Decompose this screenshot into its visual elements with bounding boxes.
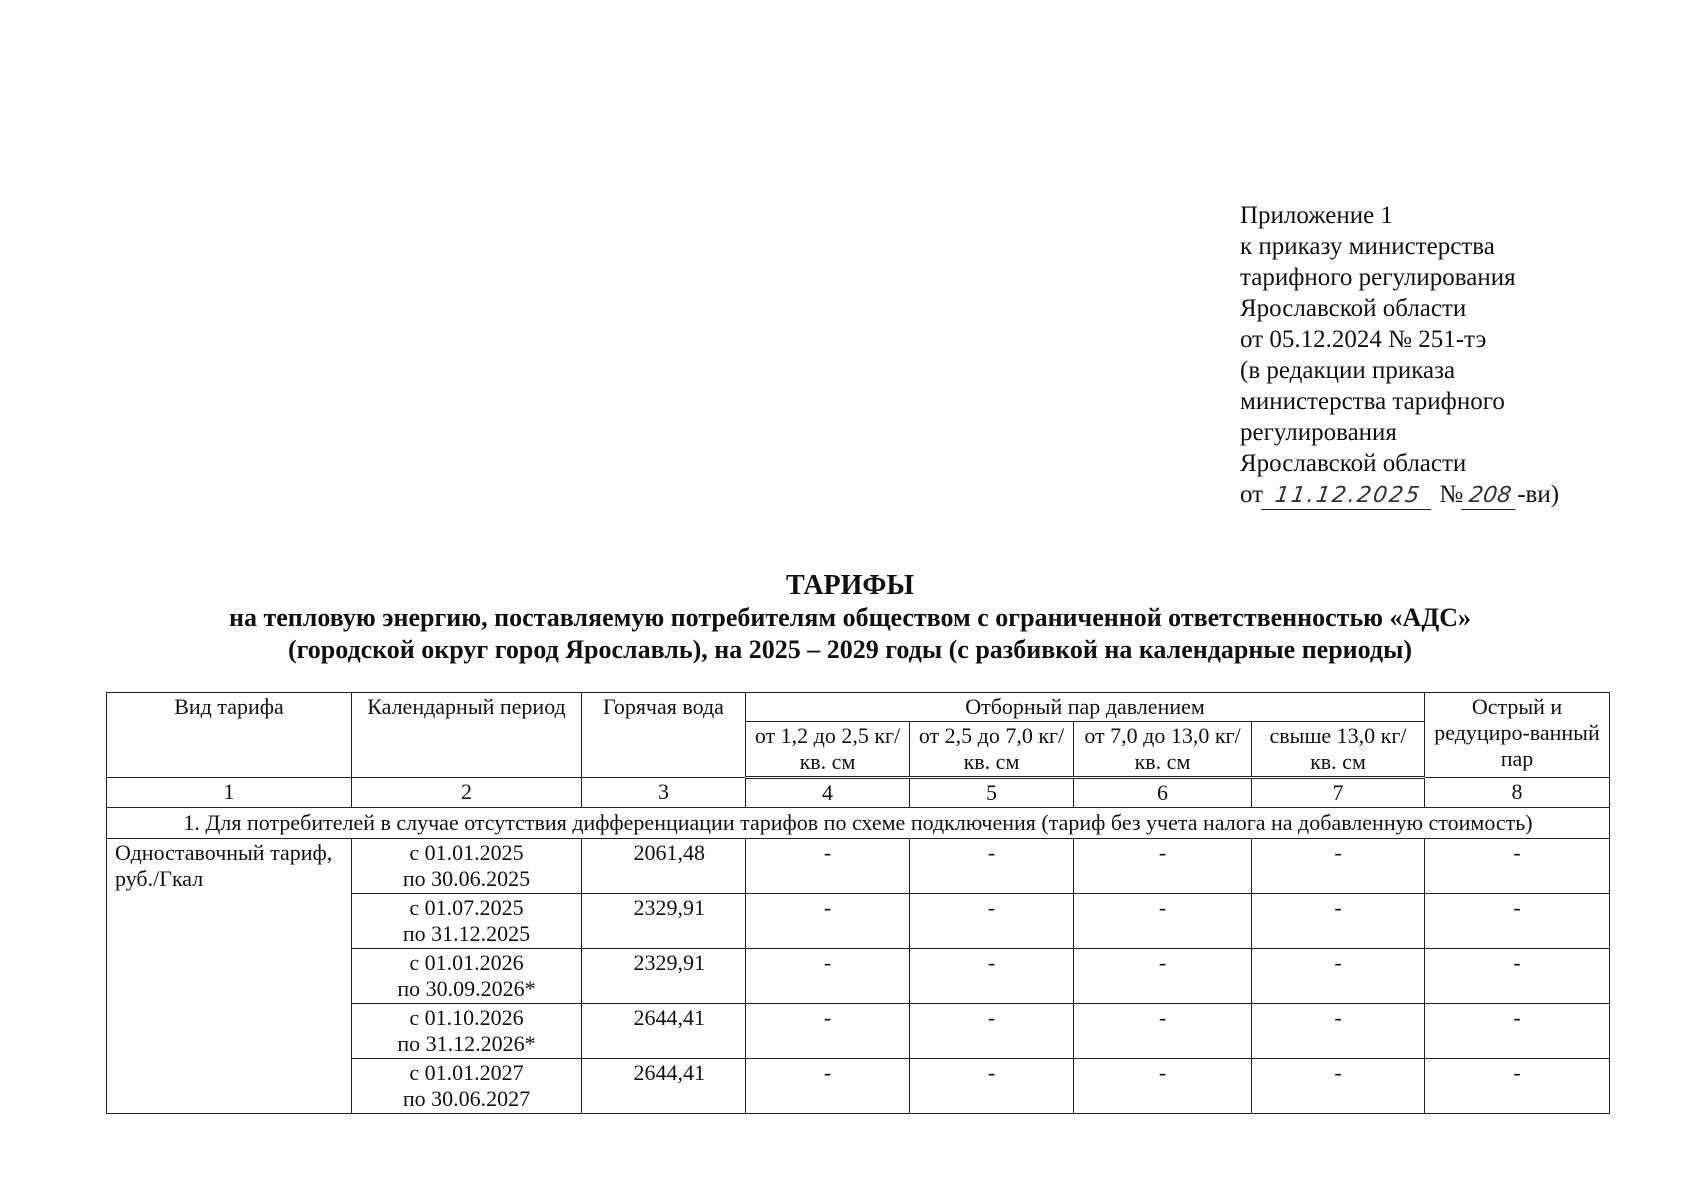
hot-water-value: 2329,91 (582, 949, 746, 1004)
steam-3-value: - (1074, 894, 1252, 949)
column-number-row (107, 778, 1610, 808)
steam-4-value: - (1252, 1004, 1425, 1059)
period-cell (352, 1004, 582, 1059)
approval-line: Ярославской области (1240, 295, 1467, 322)
steam-3-value: - (1074, 1059, 1252, 1114)
tariff-table (106, 692, 1610, 1114)
column-number: 5 (910, 778, 1074, 808)
handwritten-date: 11.12.2025 (1261, 483, 1435, 510)
approval-line: министерства тарифного (1240, 388, 1505, 415)
header-sharp-steam: Острый и редуциро-ванный пар (1425, 693, 1610, 778)
period-to: по 31.12.2026* (397, 1031, 536, 1056)
period-from: с 01.01.2027 (409, 1060, 524, 1085)
steam-1-value: - (746, 839, 910, 894)
period-to: по 30.06.2027 (402, 1086, 531, 1111)
steam-2-value: - (910, 1004, 1074, 1059)
header-steam-2: от 2,5 до 7,0 кг/ кв. см (910, 722, 1074, 778)
sharp-steam-value: - (1425, 894, 1610, 949)
period-cell (352, 839, 582, 894)
approval-stamp-block (1240, 200, 1680, 510)
period-cell (352, 949, 582, 1004)
column-number: 2 (352, 778, 582, 808)
document-subtitle-line-2: (городской округ город Ярославль), на 2025 – 2029 годы (с разбивкой на календарные периоды) (287, 635, 1413, 664)
header-row (107, 693, 1610, 722)
column-number: 3 (582, 778, 746, 808)
steam-1-value: - (746, 894, 910, 949)
document-title-block (100, 570, 1600, 666)
approval-line: тарифного регулирования (1240, 264, 1516, 291)
document-subtitle-line-1: на тепловую энергию, поставляемую потребителям обществом с ограниченной ответственностью «АДС» (229, 603, 1471, 632)
handwritten-number: 208 (1461, 483, 1519, 510)
period-to: по 30.09.2026* (397, 976, 536, 1001)
approval-line: Ярославской области (1240, 450, 1467, 477)
approval-line: от 05.12.2024 № 251-тэ (1240, 326, 1487, 353)
table-row (107, 839, 1610, 894)
period-from: с 01.07.2025 (409, 895, 524, 920)
header-tariff-type: Вид тарифа (107, 693, 352, 778)
approval-prefix: от (1240, 481, 1264, 508)
header-steam-1: от 1,2 до 2,5 кг/ кв. см (746, 722, 910, 778)
steam-3-value: - (1074, 839, 1252, 894)
steam-2-value: - (910, 839, 1074, 894)
steam-1-value: - (746, 1059, 910, 1114)
steam-4-value: - (1252, 839, 1425, 894)
period-to: по 31.12.2025 (402, 921, 531, 946)
sharp-steam-value: - (1425, 1059, 1610, 1114)
sharp-steam-value: - (1425, 949, 1610, 1004)
approval-suffix: -ви) (1517, 481, 1560, 508)
approval-line: к приказу министерства (1240, 233, 1495, 260)
hot-water-value: 2329,91 (582, 894, 746, 949)
sharp-steam-value: - (1425, 1004, 1610, 1059)
period-from: с 01.01.2026 (409, 950, 524, 975)
header-steam-group: Отборный пар давлением (746, 693, 1425, 722)
section-row (107, 808, 1610, 839)
steam-1-value: - (746, 949, 910, 1004)
steam-2-value: - (910, 1059, 1074, 1114)
section-1-heading: 1. Для потребителей в случае отсутствия дифференциации тарифов по схеме подключения (тариф без учета налога на добавленную стоимость) (107, 808, 1610, 839)
period-cell (352, 894, 582, 949)
header-period: Календарный период (352, 693, 582, 778)
document-title: ТАРИФЫ (786, 570, 914, 601)
column-number: 6 (1074, 778, 1252, 808)
steam-2-value: - (910, 949, 1074, 1004)
period-from: с 01.01.2025 (409, 840, 524, 865)
approval-line: Приложение 1 (1240, 202, 1393, 229)
column-number: 1 (107, 778, 352, 808)
period-from: с 01.10.2026 (409, 1005, 524, 1030)
hot-water-value: 2061,48 (582, 839, 746, 894)
period-cell (352, 1059, 582, 1114)
hot-water-value: 2644,41 (582, 1004, 746, 1059)
period-to: по 30.06.2025 (402, 866, 531, 891)
sharp-steam-value: - (1425, 839, 1610, 894)
approval-line: (в редакции приказа (1240, 357, 1456, 384)
steam-4-value: - (1252, 1059, 1425, 1114)
tariff-type-cell: Одноставочный тариф, руб./Гкал (107, 839, 352, 1114)
header-steam-3: от 7,0 до 13,0 кг/ кв. см (1074, 722, 1252, 778)
hot-water-value: 2644,41 (582, 1059, 746, 1114)
approval-line: регулирования (1240, 419, 1397, 446)
column-number: 8 (1425, 778, 1610, 808)
column-number: 4 (746, 778, 910, 808)
steam-4-value: - (1252, 894, 1425, 949)
steam-2-value: - (910, 894, 1074, 949)
steam-3-value: - (1074, 949, 1252, 1004)
header-hot-water: Горячая вода (582, 693, 746, 778)
steam-3-value: - (1074, 1004, 1252, 1059)
approval-number-sign: № (1439, 481, 1464, 508)
approval-last-line (1240, 479, 1680, 510)
column-number: 7 (1252, 778, 1425, 808)
steam-1-value: - (746, 1004, 910, 1059)
header-steam-4: свыше 13,0 кг/ кв. см (1252, 722, 1425, 778)
steam-4-value: - (1252, 949, 1425, 1004)
